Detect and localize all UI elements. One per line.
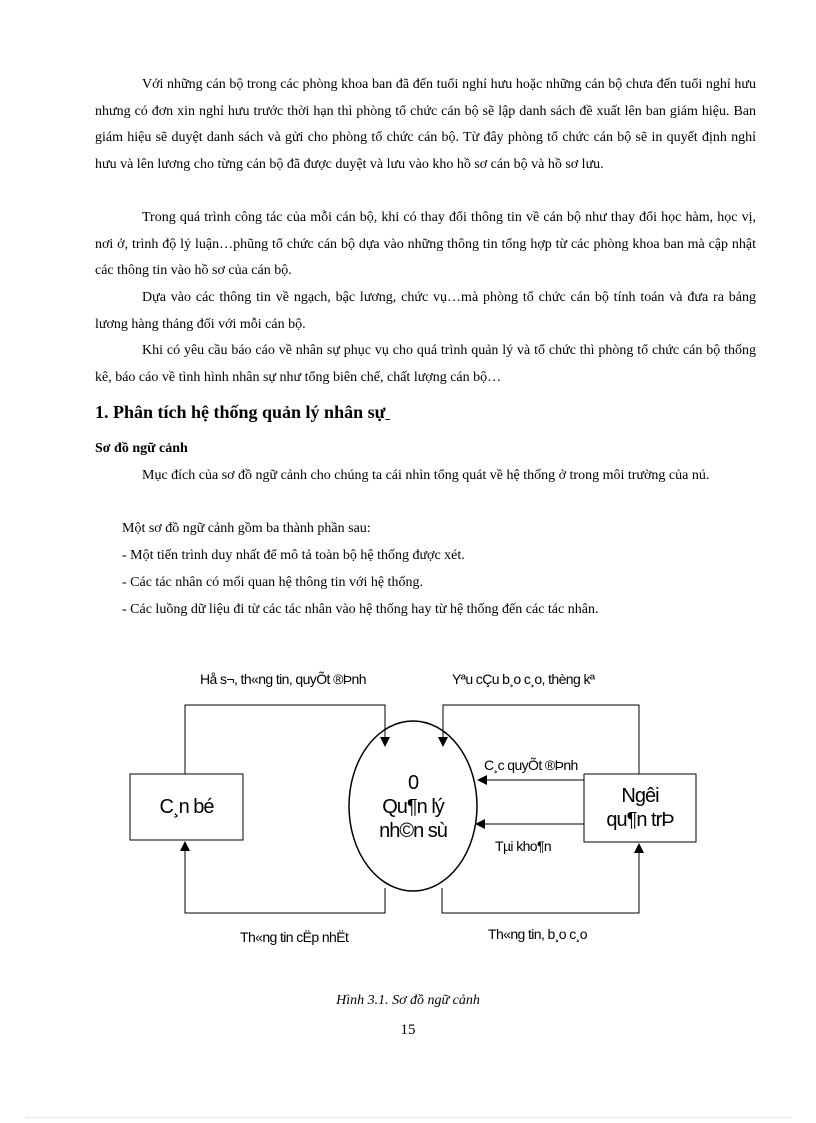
paragraph-salary: Dựa vào các thông tin về ngạch, bậc lương, chức vụ…mà phòng tổ chức cán bộ tính toán và đưa ra bảng lương hàng tháng đối với mỗi cán bộ.: [95, 290, 756, 332]
right-entity-line1: Ngêi: [621, 785, 659, 807]
right-entity-label: [584, 784, 696, 832]
paragraph-report: Khi có yêu cầu báo cáo về nhân sự phục vụ cho quá trình quản lý và tổ chức thì phòng tổ chức cán bộ thống kê, báo cáo về tình hình nhân sự như tổng biên chế, chất lượng cán bộ…: [95, 343, 756, 385]
page-footer-dotted-line: [25, 1117, 791, 1118]
component-item: - Các tác nhân có mối quan hệ thông tin với hệ thống.: [122, 575, 423, 590]
flow-label-bottom-left: Th«ng tin cËp nhËt: [240, 929, 349, 945]
process-label: [349, 771, 477, 843]
flow-label-mid-upper: C¸c quyÕt ®Þnh: [484, 757, 578, 773]
paragraph-retirement: Với những cán bộ trong các phòng khoa ban đã đến tuổi nghỉ hưu hoặc những cán bộ chưa đến tuổi nghỉ hưu nhưng có đơn xin nghỉ hưu trước thời hạn thì phòng tổ chức cán bộ sẽ lập danh sách đề xuất lên ban giám hiệu. Ban giám hiệu sẽ duyệt danh sách và gửi cho phòng tổ chức cán bộ. Từ đây phòng tổ chức cán bộ sẽ in quyết định nghỉ hưu và lên lương cho từng cán bộ đã được duyệt và lưu vào kho hồ sơ cán bộ và hồ sơ lưu.: [95, 77, 756, 172]
component-item: - Một tiến trình duy nhất để mô tả toàn bộ hệ thống được xét.: [122, 548, 465, 563]
section-heading-text: 1. Phân tích hệ thống quản lý nhân sự: [95, 402, 386, 422]
page-number: 15: [400, 1022, 416, 1038]
flow-label-top-left: Hå s¬, th«ng tin, quyÕt ®Þnh: [200, 671, 366, 687]
intro-paragraph: Mục đích của sơ đồ ngữ cảnh cho chúng ta cái nhìn tổng quát về hệ thống ở trong môi trường của nú.: [142, 468, 710, 483]
right-entity-line2: qu¶n trÞ: [606, 809, 674, 831]
flow-label-bottom-right: Th«ng tin, b¸o c¸o: [488, 926, 587, 942]
flow-label-top-right: Yªu cÇu b¸o c¸o, thèng kª: [452, 671, 595, 687]
figure-caption: Hình 3.1. Sơ đồ ngữ cảnh: [336, 993, 480, 1008]
flow-arrow-top-left: [185, 705, 385, 774]
flow-arrow-bottom-right: [442, 844, 639, 913]
subheading: Sơ đồ ngữ cảnh: [95, 441, 188, 456]
process-line1: Qu¶n lý: [382, 796, 444, 818]
component-item: - Các luồng dữ liệu đi từ các tác nhân vào hệ thống hay từ hệ thống đến các tác nhân.: [122, 602, 599, 617]
left-entity-label: C¸n bé: [159, 796, 214, 818]
process-number: 0: [407, 772, 419, 794]
paragraph-update-info: Trong quá trình công tác của mỗi cán bộ, khi có thay đổi thông tin về cán bộ như thay đổi học hàm, học vị, nơi ở, trình độ lý luận…phũng tổ chức cán bộ dựa vào những thông tin tổng hợp từ các phòng khoa ban mà cập nhật các thông tin vào hồ sơ của cán bộ.: [95, 210, 756, 278]
components-intro: Một sơ đồ ngữ cảnh gồm ba thành phần sau:: [122, 521, 371, 536]
flow-label-mid-lower: Tµi kho¶n: [495, 838, 552, 854]
process-line2: nh©n sù: [379, 820, 447, 842]
flow-arrow-bottom-left: [185, 842, 385, 913]
